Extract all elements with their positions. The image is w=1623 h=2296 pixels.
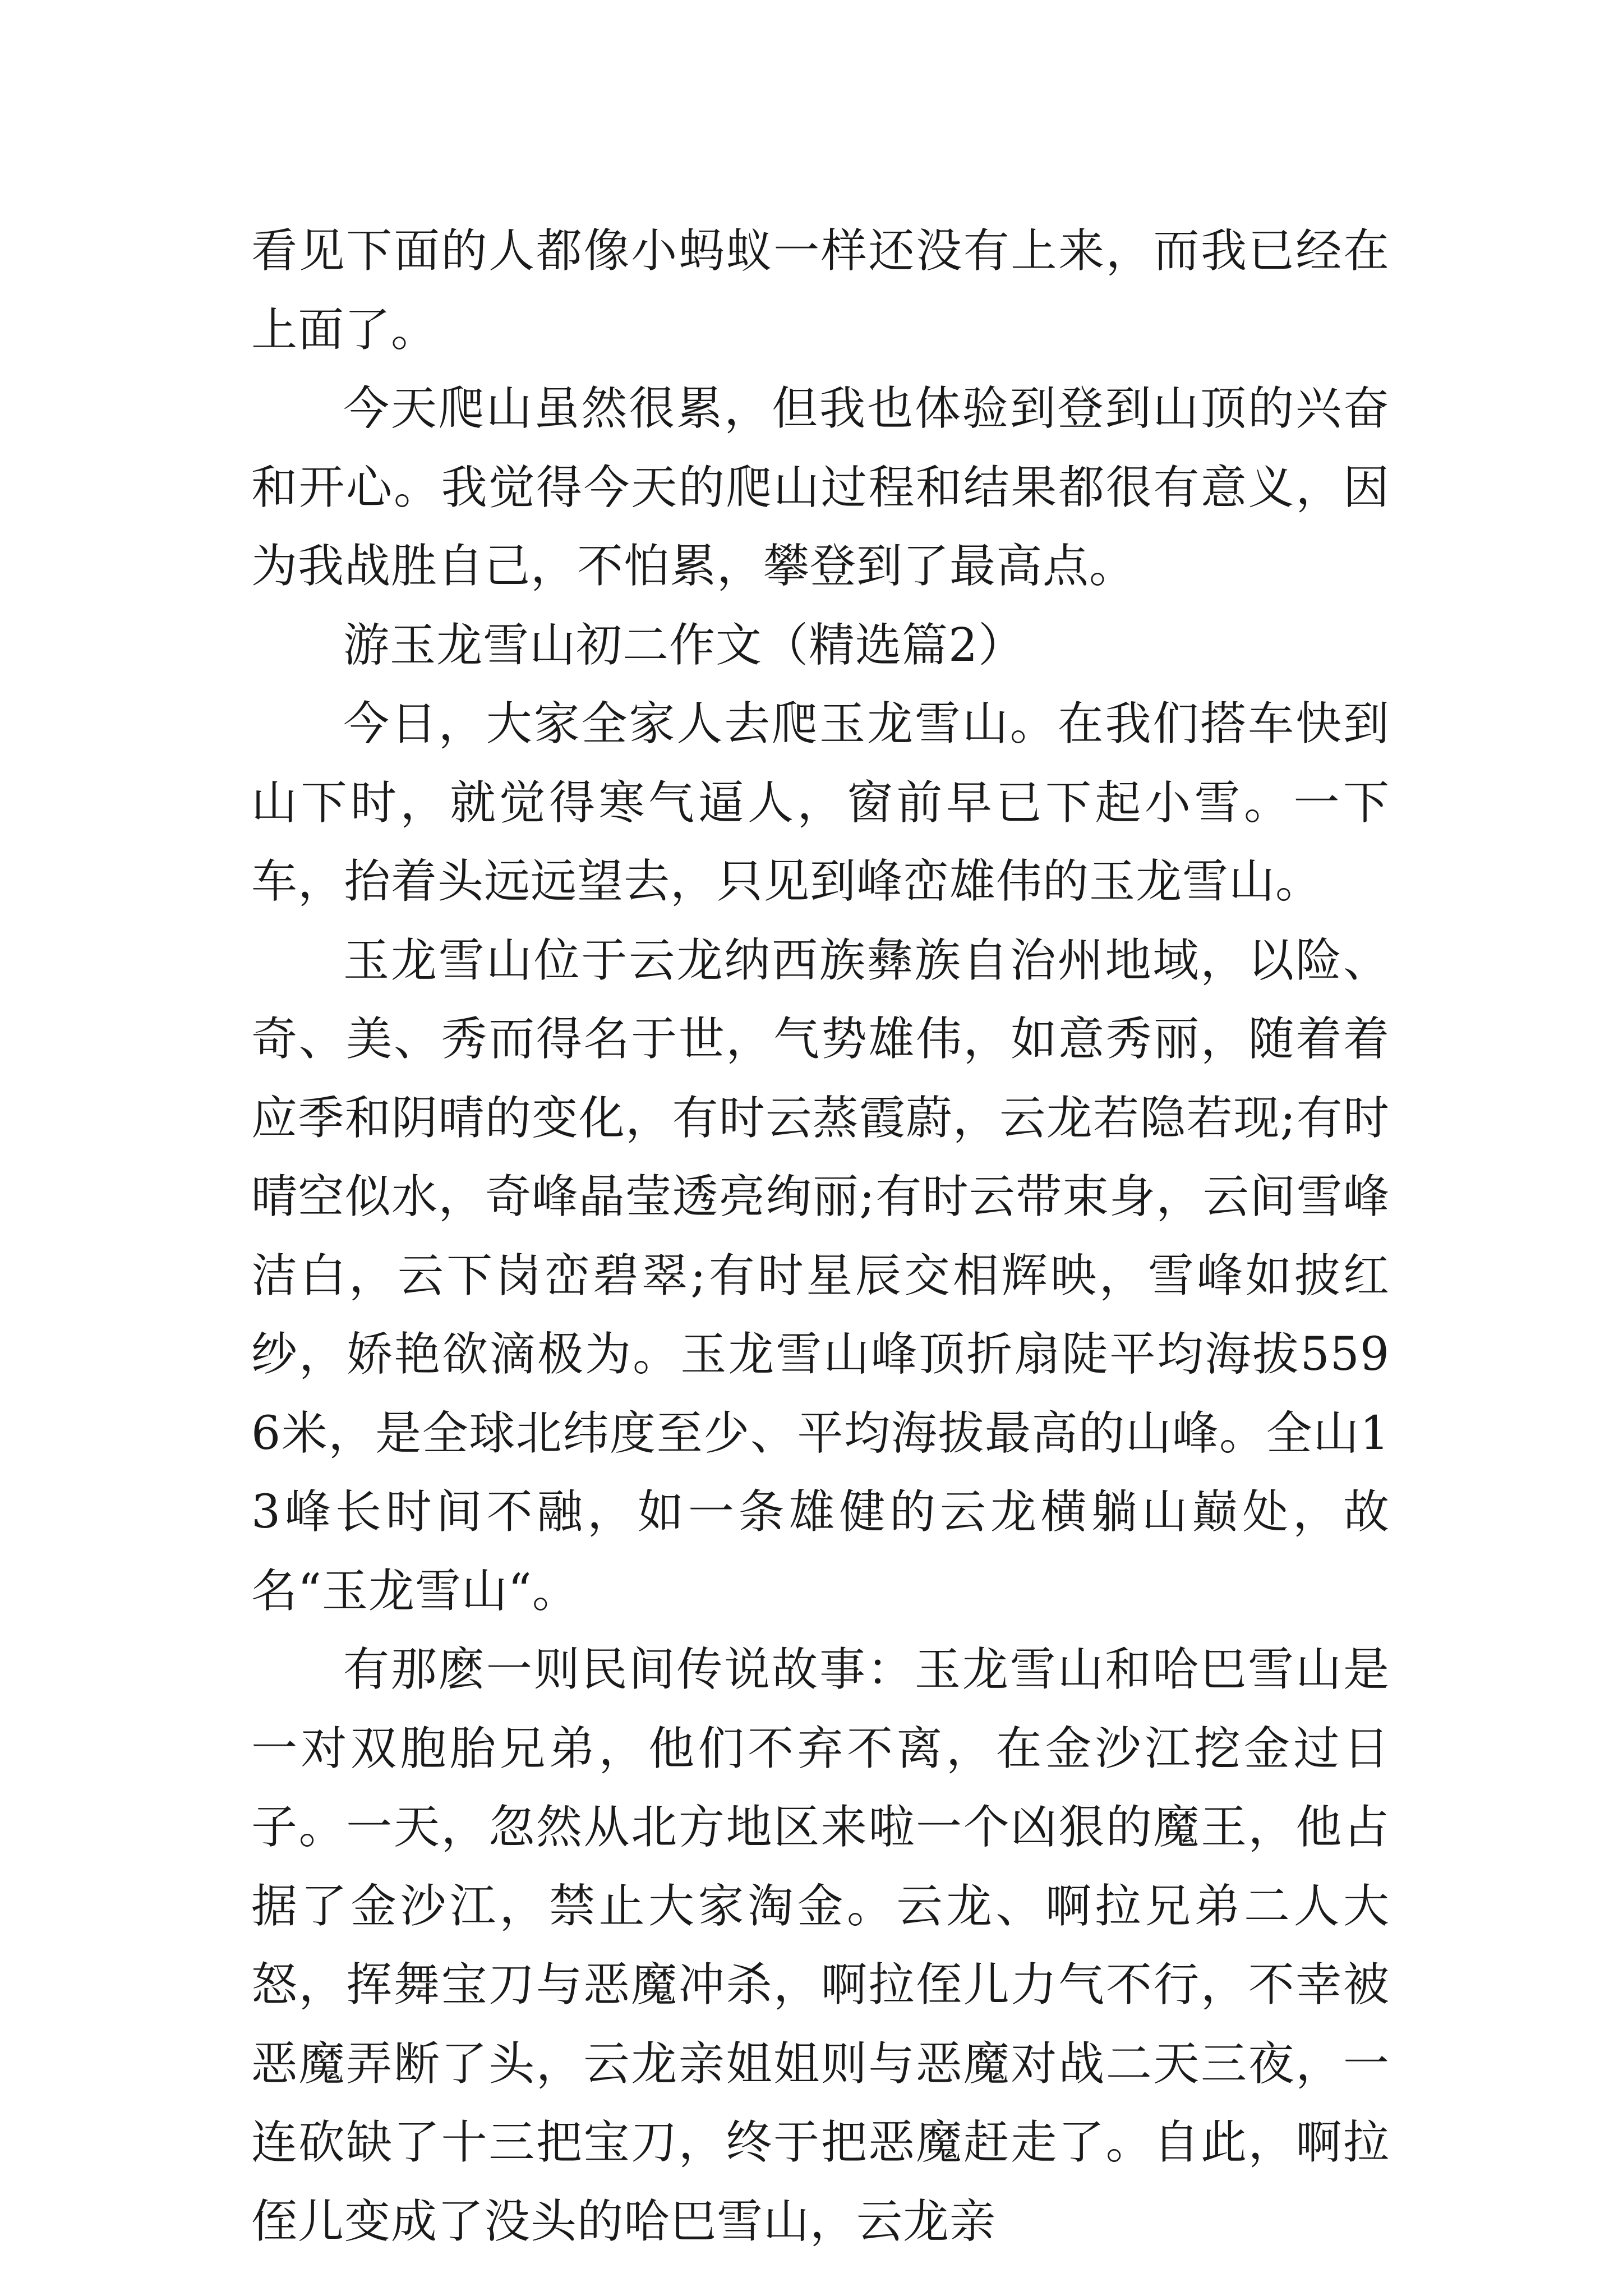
section-title: 游玉龙雪山初二作文（精选篇2） [343, 618, 1025, 672]
paragraph-description: 玉龙雪山位于云龙纳西族彝族自治州地域，以险、奇、美、秀而得名于世，气势雄伟，如意秀丽，随着着应季和阴晴的变化，有时云蒸霞蔚，云龙若隐若现;有时晴空似水，奇峰晶莹透亮绚丽;有时云带束身，云间雪峰洁白，云下岗峦碧翠;有时星辰交相辉映，雪峰如披红纱，娇艳欲滴极为。玉龙雪山峰顶折扇陡平均海拔5596米，是全球北纬度至少、平均海拔最高的山峰。全山13峰长时间不融，如一条雄健的云龙横躺山巅处，故名“玉龙雪山“。 [251, 933, 1390, 1618]
paragraph-continuation: 看见下面的人都像小蚂蚁一样还没有上来，而我已经在上面了。 [251, 224, 1390, 357]
paragraph-conclusion: 今天爬山虽然很累，但我也体验到登到山顶的兴奋和开心。我觉得今天的爬山过程和结果都很有意义，因为我战胜自己，不怕累，攀登到了最高点。 [251, 382, 1390, 593]
document-body [251, 212, 1390, 2261]
paragraph-legend: 有那麽一则民间传说故事：玉龙雪山和哈巴雪山是一对双胞胎兄弟，他们不弃不离，在金沙江挖金过日子。一天，忽然从北方地区来啦一个凶狠的魔王，他占据了金沙江，禁止大家淘金。云龙、啊拉兄弟二人大怒，挥舞宝刀与恶魔冲杀，啊拉侄儿力气不行，不幸被恶魔弄断了头，云龙亲姐姐则与恶魔对战二天三夜，一连砍缺了十三把宝刀，终于把恶魔赶走了。自此，啊拉侄儿变成了没头的哈巴雪山，云龙亲 [251, 1643, 1390, 2248]
paragraph-arrival: 今日，大家全家人去爬玉龙雪山。在我们搭车快到山下时，就觉得寒气逼人，窗前早已下起小雪。一下车，抬着头远远望去，只见到峰峦雄伟的玉龙雪山。 [251, 697, 1390, 908]
